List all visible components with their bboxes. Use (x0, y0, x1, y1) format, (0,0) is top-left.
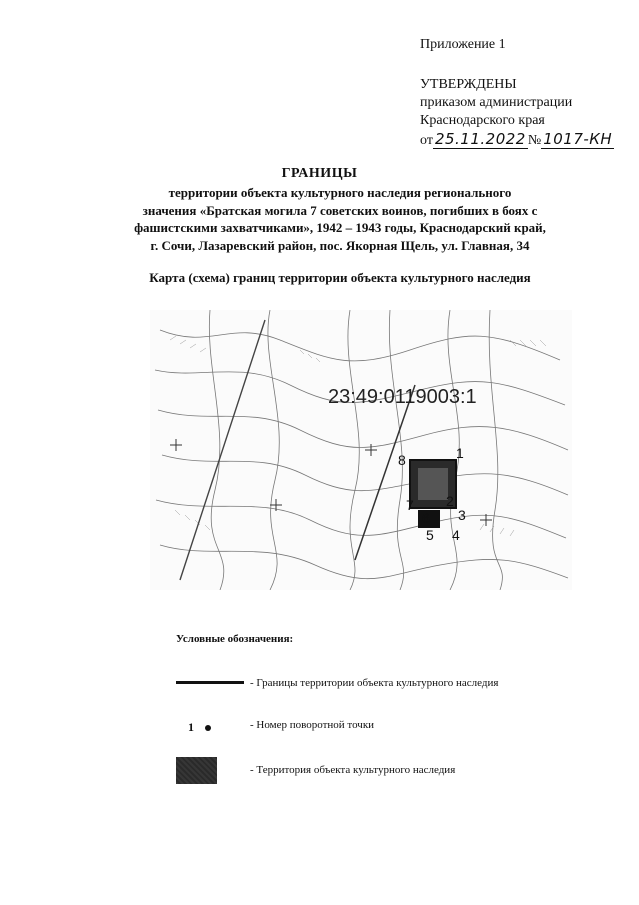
approved-authority-line: Краснодарского края (420, 113, 545, 128)
turning-point-label: 7 (406, 497, 414, 513)
cadastral-number-label: 23:49:0119003:1 (328, 386, 477, 408)
legend-point-text: - Номер поворотной точки (250, 719, 375, 731)
turning-point-label: 6 (422, 510, 430, 526)
subtitle-line: значения «Братская могила 7 советских воинов, погибших в боях с (142, 202, 538, 218)
legend-territory-swatch (176, 757, 217, 784)
monument-marker (418, 468, 448, 500)
subtitle-line: фашистскими захватчиками», 1942 – 1943 годы, Краснодарский край, (134, 220, 546, 235)
turning-point-label: 1 (456, 445, 464, 461)
approval-number: 1017-КН (543, 130, 613, 148)
map-background (150, 310, 572, 590)
turning-point-label: 5 (426, 527, 434, 543)
legend-point-dot (205, 725, 211, 731)
legend-territory-text: - Территория объекта культурного наследия (250, 764, 456, 776)
turning-point-label: 2 (446, 493, 454, 509)
approved-order-line: приказом администрации (420, 95, 573, 110)
turning-point-label: 3 (458, 507, 466, 523)
legend-boundary-text: - Границы территории объекта культурного наследия (250, 677, 499, 689)
appendix-label: Приложение 1 (420, 37, 506, 52)
approval-block (420, 76, 614, 150)
number-prefix: № (527, 133, 542, 148)
date-prefix: от (420, 133, 433, 148)
legend-boundary-line (176, 681, 244, 684)
turning-point-label: 8 (398, 452, 406, 468)
subtitle-line: г. Сочи, Лазаревский район, пос. Якорная Щель, ул. Главная, 34 (150, 237, 530, 253)
approval-date: 25.11.2022 (434, 130, 526, 148)
document-subtitle (90, 184, 590, 254)
legend-point-number: 1 (188, 720, 194, 734)
approved-heading: УТВЕРЖДЕНЫ (420, 77, 517, 92)
approval-date-line (420, 130, 614, 150)
map-title: Карта (схема) границ территории объекта культурного наследия (149, 270, 531, 285)
legend-title: Условные обозначения: (176, 633, 294, 645)
subtitle-line: территории объекта культурного наследия регионального (168, 185, 512, 200)
document-title: ГРАНИЦЫ (281, 166, 358, 181)
turning-point-label: 4 (452, 527, 460, 543)
boundary-map (150, 310, 572, 590)
